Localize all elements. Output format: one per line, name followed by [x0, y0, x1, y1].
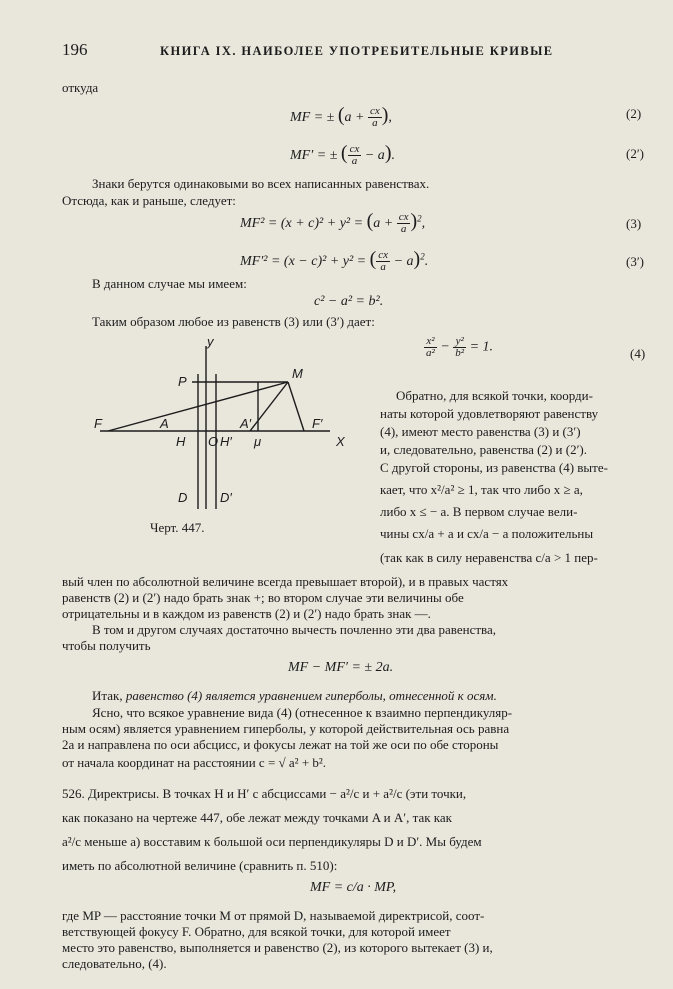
eq2-frac-den: a [372, 117, 378, 130]
right-col-line-0: Обратно, для всякой точки, коорди- [396, 388, 593, 403]
eq2p-tail: − a [361, 148, 385, 163]
label-a: A [160, 416, 169, 431]
eq3-number: (3) [626, 216, 642, 231]
label-dp: D′ [220, 490, 232, 505]
body2-line-2: 2a и направлена по оси абсцисс, и фокусы лежат на той же оси по обе стороны [62, 737, 499, 752]
label-d: D [178, 490, 188, 505]
body-line-1: равенств (2) и (2′) надо брать знак +; во втором случае эти величины обе [62, 590, 464, 605]
equation-2: MF = ± (a + $\frac{cx}{a}$ ), [290, 104, 392, 130]
eq4-number: (4) [630, 346, 646, 361]
eq4-num1: x² [424, 336, 437, 348]
text-line-4: Таким образом любое из равенств (3) или (3′) дает: [92, 314, 375, 329]
equation-difference: MF − MF′ = ± 2a. [288, 660, 394, 675]
body3-line-3: следовательно, (4). [62, 956, 167, 971]
figure-caption: Черт. 447. [150, 520, 205, 535]
right-col-line-1: наты которой удовлетворяют равенству [380, 406, 599, 421]
label-o: O [208, 434, 219, 449]
body-line-0: вый член по абсолютной величине всегда превышает второй), и в правых частях [62, 574, 509, 589]
eq3p-number: (3′) [626, 254, 645, 269]
eq2-frac-num: cx [369, 105, 380, 118]
text-line-2: Отсюда, как и раньше, следует: [62, 193, 236, 208]
eq2-a: a + [344, 110, 368, 125]
label-y: y [207, 334, 214, 349]
eq3-left: MF² = (x + c)² + y² = [240, 216, 367, 231]
label-mu: μ [254, 434, 262, 449]
body3-line-2: место это равенство, выполняется и равенство (2), из которого вытекает (3) и, [62, 940, 493, 955]
label-p: P [178, 374, 187, 389]
segment-m-mu [250, 382, 288, 431]
page-number: 196 [62, 40, 88, 59]
label-hp: H′ [220, 434, 232, 449]
equation-3: MF² = (x + c)² + y² = (a + $\frac{cx}{a}$ )$^2$, [240, 210, 426, 236]
label-fp: F′ [312, 416, 323, 431]
body2-line-7: иметь по абсолютной величине (сравнить п. 510): [62, 858, 338, 873]
right-col-line-4: С другой стороны, из равенства (4) выте- [380, 460, 608, 475]
eq2p-frac-num: cx [349, 143, 360, 156]
body2-line-6: a²/c меньше a) восставим к большой оси перпендикуляры D и D′. Мы будем [62, 834, 482, 849]
label-f: F [94, 416, 102, 431]
eq2p-number: (2′) [626, 146, 645, 161]
body3-line-0: где MP — расстояние точки M от прямой D, называемой директрисой, соот- [62, 908, 485, 923]
equation-directrix: MF = c/a · MP, [310, 880, 397, 895]
label-m: M [292, 366, 303, 381]
text-line-3: В данном случае мы имеем: [92, 276, 247, 291]
eq2-left: MF = ± [290, 110, 338, 125]
eq4-tail: = 1. [469, 339, 494, 355]
body-line-4: чтобы получить [62, 638, 151, 653]
eq4-num2: y² [453, 336, 466, 348]
word-otkuda: откуда [62, 80, 99, 95]
right-col-line-3: и, следовательно, равенства (2) и (2′). [380, 442, 588, 457]
body-line-2: отрицательны и в каждом из равенств (2) и (2′) надо брать знак —. [62, 606, 431, 621]
segment-mfp [288, 382, 304, 431]
equation-4: $\frac{\text{x²}}{\text{a²}}$ − $\frac{\text{y²}}{\text{b²}}$ = 1. [426, 335, 494, 359]
body2-line-1: ным осям) является уравнением гиперболы, у которой действительная ось равна [62, 721, 510, 736]
body-line-3: В том и другом случаях достаточно вычесть почленно эти два равенства, [92, 622, 497, 637]
eq2p-left: MF′ = ± [290, 148, 341, 163]
right-col-line-5: кает, что x²/a² ≥ 1, так что либо x ≥ a, [380, 482, 583, 497]
conclusion-line [92, 688, 497, 704]
right-col-line-2: (4), имеют место равенства (3) и (3′) [380, 424, 581, 439]
equation-3p: MF′² = (x − c)² + y² = ( $\frac{cx}{a}$ − a)$^2$. [240, 248, 429, 274]
label-x: X [336, 434, 345, 449]
right-col-line-7: чины cx/a + a и cx/a − a положительны [380, 526, 594, 541]
right-col-line-8: (так как в силу неравенства c/a > 1 пер- [380, 550, 598, 565]
eq3p-left: MF′² = (x − c)² + y² = [240, 254, 370, 269]
body3-line-1: ветствующей фокусу F. Обратно, для всякой точки, для которой имеет [62, 924, 451, 939]
conclusion-lead: Итак, [92, 688, 126, 703]
text-line-1: Знаки берутся одинаковыми во всех написанных равенствах. [92, 176, 430, 191]
eq4-den2: b² [455, 347, 465, 359]
eq4-den1: a² [426, 347, 435, 359]
body2-line-5: как показано на чертеже 447, обе лежат между точками A и A′, так как [62, 810, 452, 825]
figure-447 [90, 334, 370, 534]
running-title: КНИГА IX. НАИБОЛЕЕ УПОТРЕБИТЕЛЬНЫЕ КРИВЫЕ [160, 44, 554, 58]
conclusion-italic: равенство (4) является уравнением гиперболы, отнесенной к осям. [125, 688, 497, 703]
equation-c-a-b: c² − a² = b². [314, 294, 384, 309]
eq2p-frac-den: a [351, 155, 358, 168]
equation-2p: MF′ = ± ( $\frac{cx}{a}$ − a). [290, 142, 395, 168]
eq2-number: (2) [626, 106, 642, 121]
right-col-line-6: либо x ≤ − a. В первом случае вели- [380, 504, 578, 519]
section-526-line: 526. Директрисы. В точках H и H′ с абсциссами − a²/c и + a²/c (эти точки, [62, 786, 467, 801]
label-h: H [176, 434, 186, 449]
body2-line-0: Ясно, что всякое уравнение вида (4) (отнесенное к взаимно перпендикуляр- [92, 705, 513, 720]
body2-line-3: от начала координат на расстоянии c = √ a² + b². [62, 755, 327, 770]
label-ap: A′ [240, 416, 252, 431]
